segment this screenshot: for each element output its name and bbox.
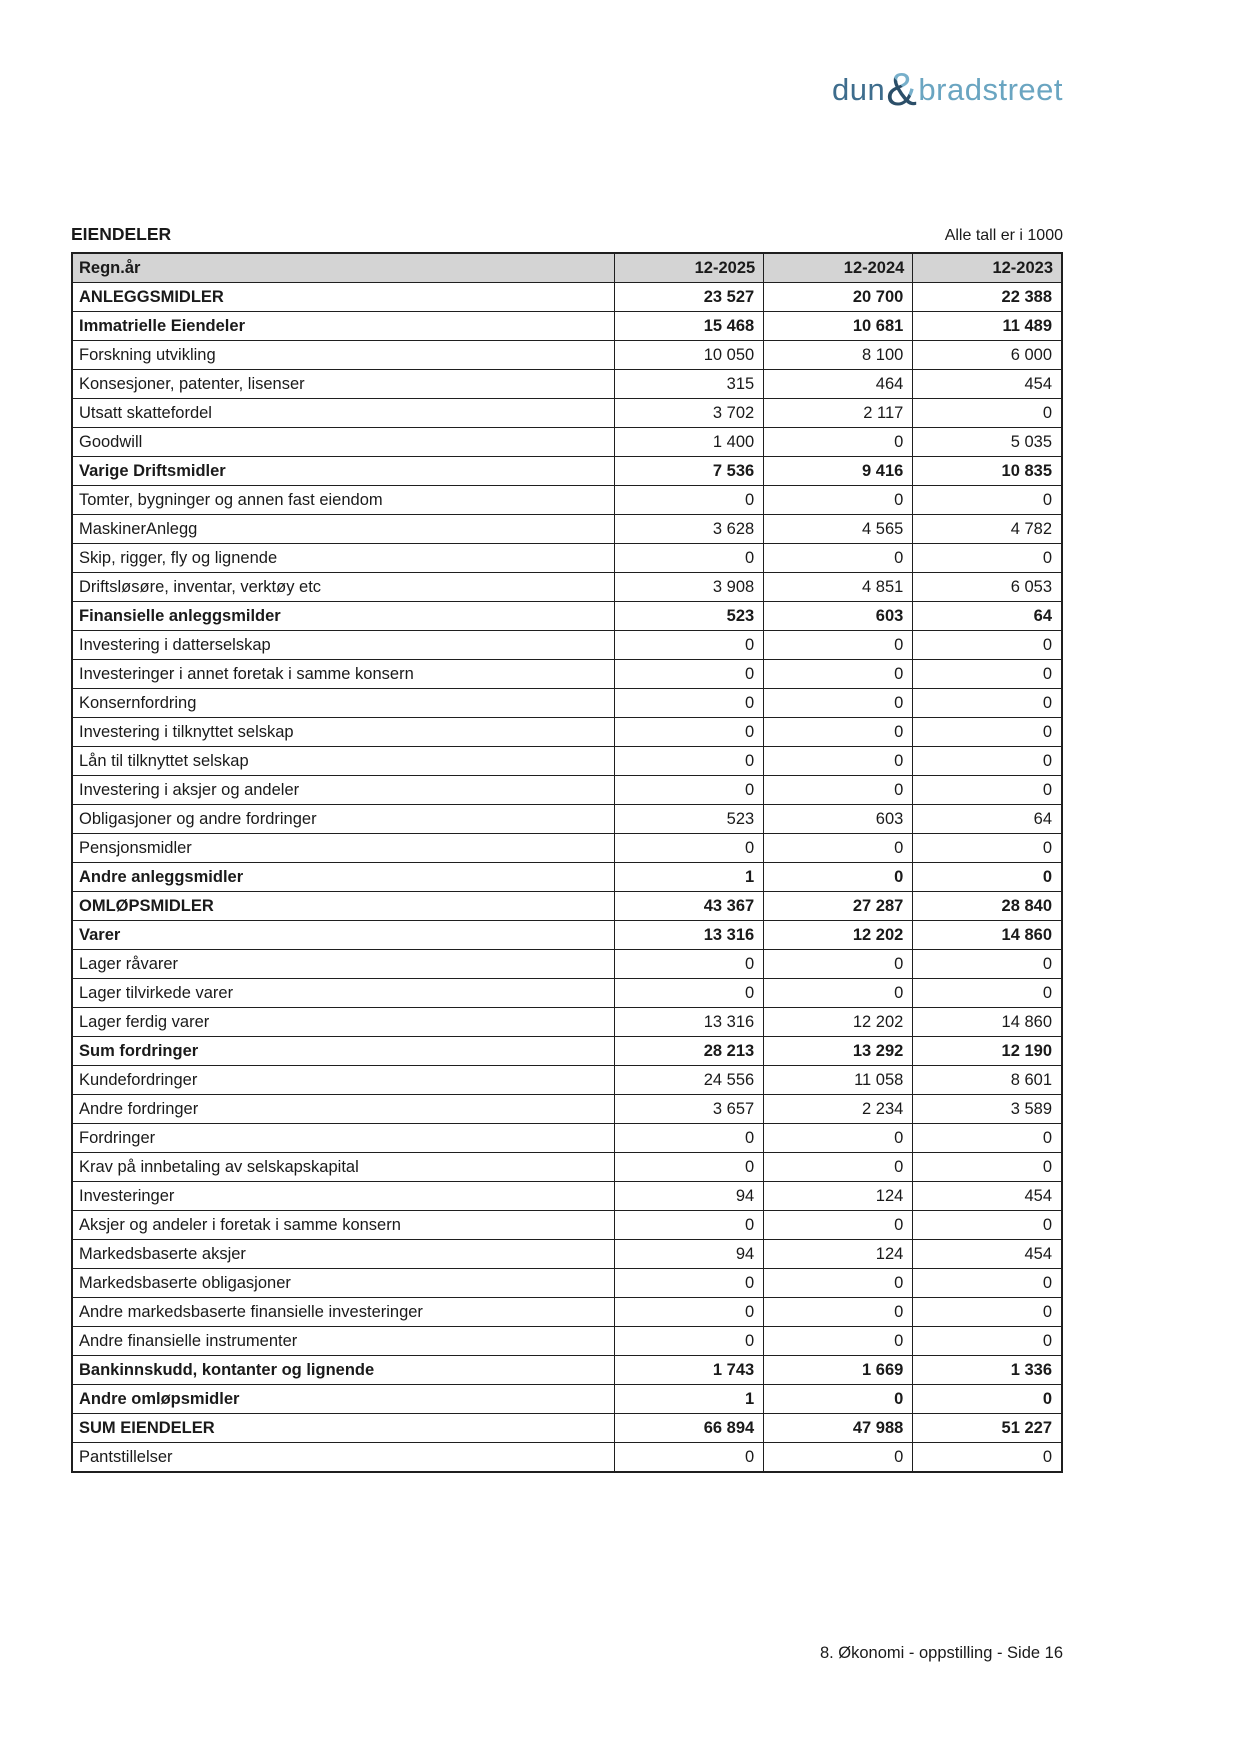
row-label: Skip, rigger, fly og lignende [72, 544, 615, 573]
row-value: 47 988 [764, 1414, 913, 1443]
row-value: 0 [764, 631, 913, 660]
row-value: 0 [764, 747, 913, 776]
row-value: 12 202 [764, 1008, 913, 1037]
row-label: Investering i aksjer og andeler [72, 776, 615, 805]
row-value: 0 [913, 1298, 1062, 1327]
row-value: 0 [913, 486, 1062, 515]
table-row [72, 1124, 1062, 1153]
row-value: 12 202 [764, 921, 913, 950]
row-value: 0 [615, 544, 764, 573]
balance-sheet-table [71, 252, 1063, 1473]
column-header-2024: 12-2024 [764, 253, 913, 283]
row-label: Investering i datterselskap [72, 631, 615, 660]
row-value: 24 556 [615, 1066, 764, 1095]
table-row [72, 515, 1062, 544]
row-value: 20 700 [764, 283, 913, 312]
row-label: Konsernfordring [72, 689, 615, 718]
row-value: 9 416 [764, 457, 913, 486]
row-value: 0 [615, 834, 764, 863]
row-value: 0 [615, 747, 764, 776]
table-row [72, 921, 1062, 950]
table-row [72, 457, 1062, 486]
row-value: 13 316 [615, 1008, 764, 1037]
table-row [72, 892, 1062, 921]
row-value: 0 [764, 1269, 913, 1298]
table-row [72, 1298, 1062, 1327]
table-row [72, 776, 1062, 805]
table-row [72, 1327, 1062, 1356]
logo-text-bradstreet: bradstreet [918, 71, 1063, 107]
row-value: 0 [615, 1443, 764, 1473]
table-row [72, 805, 1062, 834]
row-value: 0 [764, 718, 913, 747]
row-value: 51 227 [913, 1414, 1062, 1443]
row-value: 0 [913, 660, 1062, 689]
row-value: 603 [764, 805, 913, 834]
row-value: 66 894 [615, 1414, 764, 1443]
row-value: 0 [615, 486, 764, 515]
table-row [72, 1385, 1062, 1414]
row-value: 28 840 [913, 892, 1062, 921]
table-row [72, 1095, 1062, 1124]
row-label: Goodwill [72, 428, 615, 457]
row-value: 0 [764, 1443, 913, 1473]
row-value: 14 860 [913, 1008, 1062, 1037]
row-value: 0 [913, 950, 1062, 979]
table-row [72, 689, 1062, 718]
row-value: 1 [615, 1385, 764, 1414]
row-value: 0 [615, 1124, 764, 1153]
row-value: 0 [764, 544, 913, 573]
row-value: 0 [913, 834, 1062, 863]
row-label: Andre omløpsmidler [72, 1385, 615, 1414]
table-row [72, 1414, 1062, 1443]
row-value: 0 [615, 950, 764, 979]
row-value: 523 [615, 805, 764, 834]
row-label: MaskinerAnlegg [72, 515, 615, 544]
table-header-row [72, 253, 1062, 283]
column-header-2025: 12-2025 [615, 253, 764, 283]
row-value: 454 [913, 1182, 1062, 1211]
row-label: Andre fordringer [72, 1095, 615, 1124]
row-value: 1 743 [615, 1356, 764, 1385]
row-value: 3 657 [615, 1095, 764, 1124]
row-value: 2 117 [764, 399, 913, 428]
row-label: Kundefordringer [72, 1066, 615, 1095]
row-value: 4 565 [764, 515, 913, 544]
row-value: 3 908 [615, 573, 764, 602]
row-label: Obligasjoner og andre fordringer [72, 805, 615, 834]
row-value: 6 000 [913, 341, 1062, 370]
row-value: 28 213 [615, 1037, 764, 1066]
table-row [72, 950, 1062, 979]
row-value: 454 [913, 370, 1062, 399]
row-value: 3 589 [913, 1095, 1062, 1124]
column-header-2023: 12-2023 [913, 253, 1062, 283]
row-value: 0 [615, 631, 764, 660]
row-value: 0 [615, 1327, 764, 1356]
row-value: 0 [764, 950, 913, 979]
row-label: Investeringer i annet foretak i samme konsern [72, 660, 615, 689]
row-label: Lager råvarer [72, 950, 615, 979]
row-value: 94 [615, 1240, 764, 1269]
row-value: 603 [764, 602, 913, 631]
row-label: Markedsbaserte aksjer [72, 1240, 615, 1269]
table-row [72, 1182, 1062, 1211]
row-value: 0 [913, 1124, 1062, 1153]
row-value: 0 [913, 1211, 1062, 1240]
row-value: 0 [913, 979, 1062, 1008]
balance-table-body [72, 283, 1062, 1473]
table-row [72, 834, 1062, 863]
row-value: 0 [764, 834, 913, 863]
row-value: 0 [913, 718, 1062, 747]
row-value: 2 234 [764, 1095, 913, 1124]
row-label: OMLØPSMIDLER [72, 892, 615, 921]
row-value: 0 [764, 1298, 913, 1327]
row-label: SUM EIENDELER [72, 1414, 615, 1443]
row-value: 0 [615, 979, 764, 1008]
row-value: 0 [764, 1153, 913, 1182]
table-row [72, 1211, 1062, 1240]
row-label: Pensjonsmidler [72, 834, 615, 863]
table-row [72, 486, 1062, 515]
row-label: Pantstillelser [72, 1443, 615, 1473]
row-value: 1 336 [913, 1356, 1062, 1385]
row-value: 0 [764, 1211, 913, 1240]
row-value: 464 [764, 370, 913, 399]
row-value: 7 536 [615, 457, 764, 486]
row-value: 27 287 [764, 892, 913, 921]
row-value: 454 [913, 1240, 1062, 1269]
section-title: EIENDELER [71, 224, 172, 244]
row-label: Markedsbaserte obligasjoner [72, 1269, 615, 1298]
row-value: 0 [913, 1327, 1062, 1356]
row-label: Varer [72, 921, 615, 950]
row-label: Tomter, bygninger og annen fast eiendom [72, 486, 615, 515]
row-value: 0 [764, 979, 913, 1008]
row-value: 8 100 [764, 341, 913, 370]
table-row [72, 979, 1062, 1008]
row-label: ANLEGGSMIDLER [72, 283, 615, 312]
row-value: 11 058 [764, 1066, 913, 1095]
row-label: Driftsløsøre, inventar, verktøy etc [72, 573, 615, 602]
row-value: 0 [913, 1153, 1062, 1182]
row-value: 0 [764, 863, 913, 892]
row-value: 14 860 [913, 921, 1062, 950]
row-value: 12 190 [913, 1037, 1062, 1066]
row-label: Immatrielle Eiendeler [72, 312, 615, 341]
row-value: 0 [615, 1269, 764, 1298]
dun-and-bradstreet-logo [832, 64, 1063, 114]
row-value: 0 [913, 1385, 1062, 1414]
row-label: Utsatt skattefordel [72, 399, 615, 428]
row-label: Finansielle anleggsmilder [72, 602, 615, 631]
row-label: Konsesjoner, patenter, lisenser [72, 370, 615, 399]
row-label: Andre markedsbaserte finansielle investeringer [72, 1298, 615, 1327]
table-row [72, 1356, 1062, 1385]
table-row [72, 1066, 1062, 1095]
row-value: 5 035 [913, 428, 1062, 457]
row-value: 8 601 [913, 1066, 1062, 1095]
table-row [72, 631, 1062, 660]
table-row [72, 602, 1062, 631]
row-value: 523 [615, 602, 764, 631]
table-row [72, 399, 1062, 428]
row-value: 0 [615, 660, 764, 689]
row-value: 0 [764, 428, 913, 457]
row-value: 13 316 [615, 921, 764, 950]
row-value: 0 [764, 1327, 913, 1356]
row-label: Investeringer [72, 1182, 615, 1211]
table-row [72, 1269, 1062, 1298]
row-value: 3 702 [615, 399, 764, 428]
row-label: Krav på innbetaling av selskapskapital [72, 1153, 615, 1182]
row-value: 0 [913, 631, 1062, 660]
page-footer: 8. Økonomi - oppstilling - Side 16 [819, 1644, 1063, 1662]
row-value: 0 [913, 689, 1062, 718]
row-label: Andre finansielle instrumenter [72, 1327, 615, 1356]
row-value: 64 [913, 805, 1062, 834]
row-value: 1 669 [764, 1356, 913, 1385]
row-value: 0 [615, 776, 764, 805]
row-value: 1 400 [615, 428, 764, 457]
row-value: 1 [615, 863, 764, 892]
column-header-regnar: Regn.år [72, 253, 615, 283]
row-value: 0 [764, 689, 913, 718]
table-row [72, 544, 1062, 573]
row-value: 0 [913, 776, 1062, 805]
row-value: 15 468 [615, 312, 764, 341]
row-value: 43 367 [615, 892, 764, 921]
table-row [72, 1037, 1062, 1066]
row-value: 0 [913, 544, 1062, 573]
row-value: 0 [764, 1385, 913, 1414]
row-value: 0 [615, 1153, 764, 1182]
row-label: Aksjer og andeler i foretak i samme konsern [72, 1211, 615, 1240]
table-row [72, 863, 1062, 892]
row-label: Lager ferdig varer [72, 1008, 615, 1037]
row-label: Varige Driftsmidler [72, 457, 615, 486]
row-value: 0 [913, 1443, 1062, 1473]
row-value: 0 [913, 747, 1062, 776]
row-label: Fordringer [72, 1124, 615, 1153]
row-value: 6 053 [913, 573, 1062, 602]
table-row [72, 1443, 1062, 1473]
row-value: 4 851 [764, 573, 913, 602]
table-row [72, 312, 1062, 341]
row-value: 10 050 [615, 341, 764, 370]
row-label: Forskning utvikling [72, 341, 615, 370]
row-label: Lån til tilknyttet selskap [72, 747, 615, 776]
row-value: 0 [764, 776, 913, 805]
row-value: 0 [615, 1211, 764, 1240]
row-value: 4 782 [913, 515, 1062, 544]
row-value: 0 [764, 660, 913, 689]
row-value: 11 489 [913, 312, 1062, 341]
row-value: 22 388 [913, 283, 1062, 312]
row-value: 0 [615, 1298, 764, 1327]
scale-note: Alle tall er i 1000 [944, 227, 1063, 244]
table-row [72, 718, 1062, 747]
section-header [71, 224, 1063, 245]
row-value: 10 681 [764, 312, 913, 341]
table-row [72, 370, 1062, 399]
row-value: 13 292 [764, 1037, 913, 1066]
row-value: 3 628 [615, 515, 764, 544]
logo-ampersand-icon: & [886, 63, 918, 115]
row-value: 0 [764, 486, 913, 515]
row-value: 124 [764, 1240, 913, 1269]
table-row [72, 428, 1062, 457]
row-label: Investering i tilknyttet selskap [72, 718, 615, 747]
row-value: 23 527 [615, 283, 764, 312]
table-row [72, 573, 1062, 602]
row-value: 10 835 [913, 457, 1062, 486]
row-value: 0 [913, 399, 1062, 428]
row-value: 0 [764, 1124, 913, 1153]
logo-text-dun: dun [832, 71, 886, 107]
row-label: Sum fordringer [72, 1037, 615, 1066]
table-row [72, 660, 1062, 689]
row-value: 315 [615, 370, 764, 399]
row-label: Lager tilvirkede varer [72, 979, 615, 1008]
row-value: 124 [764, 1182, 913, 1211]
row-label: Andre anleggsmidler [72, 863, 615, 892]
row-value: 94 [615, 1182, 764, 1211]
row-value: 64 [913, 602, 1062, 631]
row-label: Bankinnskudd, kontanter og lignende [72, 1356, 615, 1385]
table-row [72, 1153, 1062, 1182]
table-row [72, 1008, 1062, 1037]
row-value: 0 [913, 863, 1062, 892]
row-value: 0 [615, 718, 764, 747]
row-value: 0 [913, 1269, 1062, 1298]
table-row [72, 747, 1062, 776]
table-row [72, 283, 1062, 312]
table-row [72, 1240, 1062, 1269]
row-value: 0 [615, 689, 764, 718]
table-row [72, 341, 1062, 370]
